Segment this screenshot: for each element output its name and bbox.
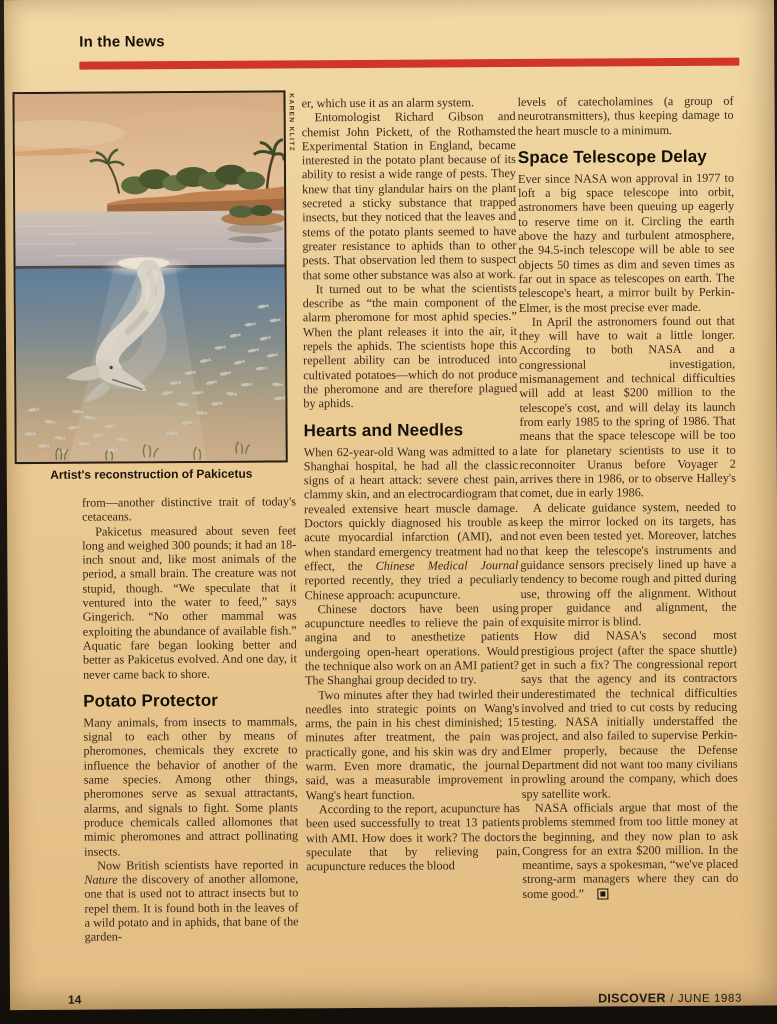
paragraph: er, which use it as an alarm system. bbox=[301, 95, 475, 111]
red-rule bbox=[79, 58, 739, 70]
column-middle bbox=[302, 95, 521, 874]
paragraph: Ever since NASA won approval in 1977 to loft a big space telescope into orbit, astronomers have been queuing up eagerly to reserve time on it. Circling the earth above the hazy and turbulent atmosphere, the 94.5-inch telescope will be able to see objects 50 times as dim and seven times as far out in space as telescopes on earth. The telescope's heart, a mirror built by Perkin-Elmer, is the most precise ever made. bbox=[517, 170, 735, 315]
illustration-credit: KAREN KLITZ bbox=[287, 93, 295, 153]
footer-magazine-date bbox=[598, 989, 742, 1008]
paragraph: levels of catecholamines (a group of neurotransmitters), thus keeping damage to the heart muscle to a minimum. bbox=[517, 93, 734, 138]
paragraph: Chinese doctors have been using acupuncture needles to relieve the pain of angina and to anesthetize patients undergoing open-heart operations. Would the technique also work on an AMI patient? The Shanghai group decided to try. bbox=[304, 600, 520, 688]
paragraph: Entomologist Richard Gibson and chemist John Pickett, of the Rothamsted Experimental Station in England, became interested in the potato plant because of its ability to resist a wide range of pests. They knew that tiny glandular hairs on the plant secreted a sticky substance that trapped insects, but they noticed that the leaves and stems of the potato plants seemed to have greater resistance to aphids than to other pests. That observation led them to suspect that some other substance was also at work. bbox=[301, 109, 517, 282]
paragraph: from—another distinctive trait of today's cetaceans. bbox=[81, 494, 297, 524]
magazine-name: DISCOVER bbox=[598, 991, 666, 1006]
paragraph: Two minutes after they had twirled their needles into strategic points on Wang's arms, the pain in his chest diminished; 15 minutes after treatment, the pain was practically gone, and his skin was dry and warm. Even more dramatic, the journal said, was a measurable improvement in Wang's heart function. bbox=[305, 686, 520, 802]
pakicetus-painting bbox=[14, 92, 285, 462]
journal-name: Nature bbox=[84, 872, 118, 887]
paragraph-text: reported recently, they tried a peculiarly Chinese approach: acupuncture. bbox=[304, 572, 519, 602]
column-right bbox=[518, 94, 739, 901]
paragraph: How did NASA's second most prestigious project (after the space shuttle) get in such a fix? The congressional report says that the agency and its contractors underestimated the technical difficulties involved and tried to cut costs by reducing testing. NASA initially understaffed the project, and also failed to supervise Perkin-Elmer properly, because the Defense Department did not want too many civilians prowling around the company, which does spy satellite work. bbox=[520, 628, 738, 801]
magazine-page bbox=[4, 0, 777, 1010]
column-left bbox=[82, 494, 299, 944]
paragraph-text: Now British scientists have reported in bbox=[97, 857, 299, 873]
paragraph-text: NASA officials argue that most of the problems stemmed from too little money at the beginning, and they now plan to ask Congress for an extra $200 million. In the meantime, says a spokesman, “we've placed strong-arm managers where they can do some good.” bbox=[521, 799, 739, 901]
section-title: In the News bbox=[79, 33, 165, 51]
pakicetus-illustration bbox=[12, 90, 287, 464]
paragraph: In April the astronomers found out that they will have to wait a little longer. According to both NASA and a congressional investigation, mismanagement and technical difficulties will add at least $200 million to the telescope's cost, and will delay its launch from early 1985 to the spring of 1986. That means that the space telescope will be too late for planetary scientists to use it to reconnoiter Uranus before Voyager 2 arrives there in 1986, or to observe Halley's comet, due in early 1986. bbox=[518, 313, 736, 501]
paragraph: It turned out to be what the scientists describe as “the main component of the alarm pheromone for most aphid species.” When the plant releases it into the air, it repels the aphids. The scientists hope this repellent ability can be introduced into cultivated potatoes—which do not produce the pheromone and are therefore plagued by aphids. bbox=[302, 280, 518, 411]
paragraph bbox=[84, 857, 299, 944]
paragraph-text: the discovery of another allomone, one that is used not to attract insects but to repel them. It is found both in the leaves of a wild potato and in aphids, that bane of the garden- bbox=[84, 871, 299, 944]
issue-date: / JUNE 1983 bbox=[670, 992, 743, 1006]
illustration-caption: Artist's reconstruction of Pakicetus bbox=[50, 466, 253, 482]
paragraph: According to the report, acupuncture has been used successfully to treat 13 patients with AMI. How does it work? The doctors speculate that by relieving pain, acupuncture reduces the blood bbox=[305, 800, 521, 874]
paragraph: A delicate guidance system, needed to keep the mirror locked on its targets, has not even been tested yet. Moreover, latches that keep the telescope's instruments and guidance sensors precisely lined up have a tendency to become rough and pitted during use, throwing off the alignment. Without proper guidance and alignment, the exquisite mirror is blind. bbox=[520, 499, 737, 630]
heading-hearts-and-needles: Hearts and Needles bbox=[303, 419, 464, 440]
paragraph-text: When 62-year-old Wang was admitted to a Shanghai hospital, he had all the classic signs of a heart attack: severe chest pain, clammy skin, and an electrocardiogram that revealed extensive heart muscle damage. Doctors quickly diagnosed his trouble as acute myocardial infarction (AMI), and when standard emergency treatment had no effect, the bbox=[303, 443, 519, 574]
paragraph bbox=[304, 444, 519, 603]
paragraph: Pakicetus measured about seven feet long and weighed 300 pounds; it had an 18-inch snout and, like most animals of the period, a small brain. The creature was not stupid, though. “We speculate that it ventured into the water to feed,” says Gingerich. “No other mammal was exploiting the abundance of available fish.” Aquatic fare began looking better and better as Pakicetus evolved. And one day, it never came back to shore. bbox=[82, 522, 297, 682]
paragraph: Many animals, from insects to mammals, signal to each other by means of pheromones, chemicals they excrete to influence the behavior of another of the same species. Among other things, pheromones serve as sexual attractants, alarms, and signals to fight. Some plants produce chemicals called allomones that mimic pheromones and attract pollinating insects. bbox=[83, 714, 299, 859]
heading-potato-protector: Potato Protector bbox=[83, 690, 219, 711]
heading-space-telescope-delay: Space Telescope Delay bbox=[517, 146, 707, 167]
page-number: 14 bbox=[67, 992, 82, 1007]
end-of-article-icon bbox=[598, 889, 607, 898]
journal-name: Chinese Medical Journal bbox=[375, 557, 519, 573]
paragraph bbox=[522, 800, 739, 901]
